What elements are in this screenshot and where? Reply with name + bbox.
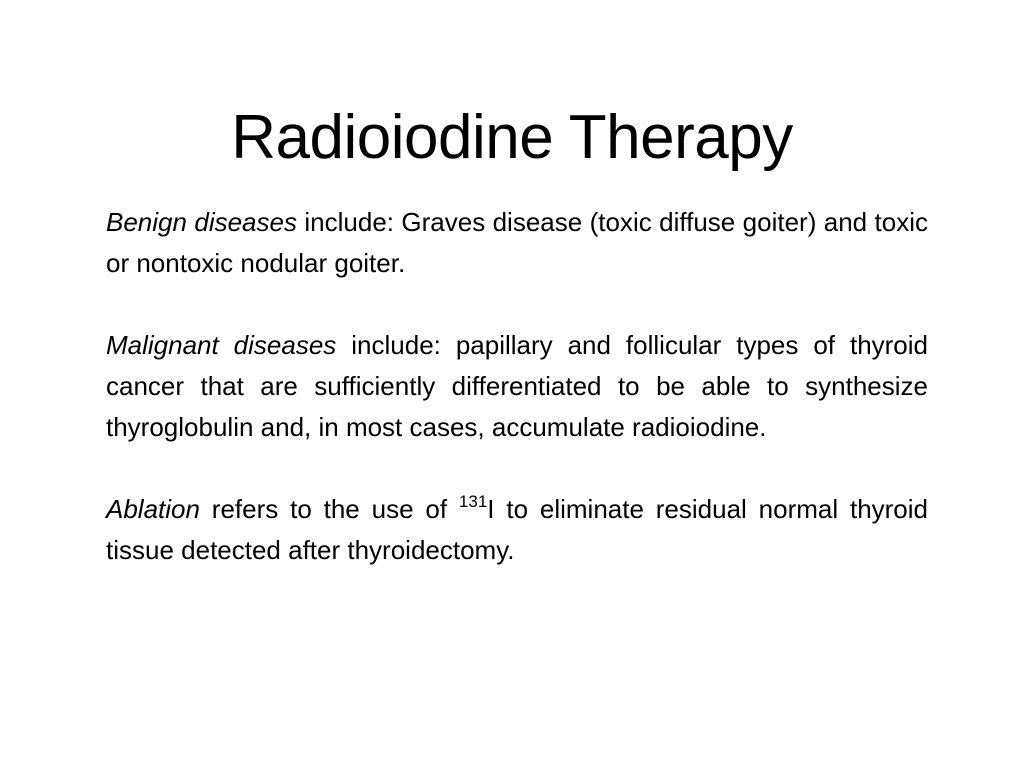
malignant-diseases-text: include: papillary and follicular types of thyroid cancer that are sufficiently differentiated to be able to synthesize thyroglobulin and, in most cases, accumulate radioiodine.: [106, 330, 929, 442]
ablation-text-after: to eliminate residual normal thyroid tissue detected after thyroidectomy.: [106, 494, 929, 565]
isotope-mass-number: 131: [458, 492, 488, 511]
slide-body: [106, 202, 928, 612]
benign-diseases-text: include: Graves disease (toxic diffuse goiter) and toxic or nontoxic nodular goiter.: [106, 207, 928, 278]
paragraph-benign-diseases: [106, 202, 928, 284]
ablation-text-before: refers to the use of: [199, 494, 459, 524]
term-malignant-diseases: Malignant diseases: [106, 330, 337, 360]
isotope-symbol: I: [487, 494, 495, 524]
paragraph-malignant-diseases: [106, 325, 928, 448]
paragraph-ablation: [106, 489, 928, 571]
term-benign-diseases: Benign diseases: [106, 207, 297, 237]
term-ablation: Ablation: [106, 494, 200, 524]
slide-title: Radioiodine Therapy: [231, 103, 793, 172]
